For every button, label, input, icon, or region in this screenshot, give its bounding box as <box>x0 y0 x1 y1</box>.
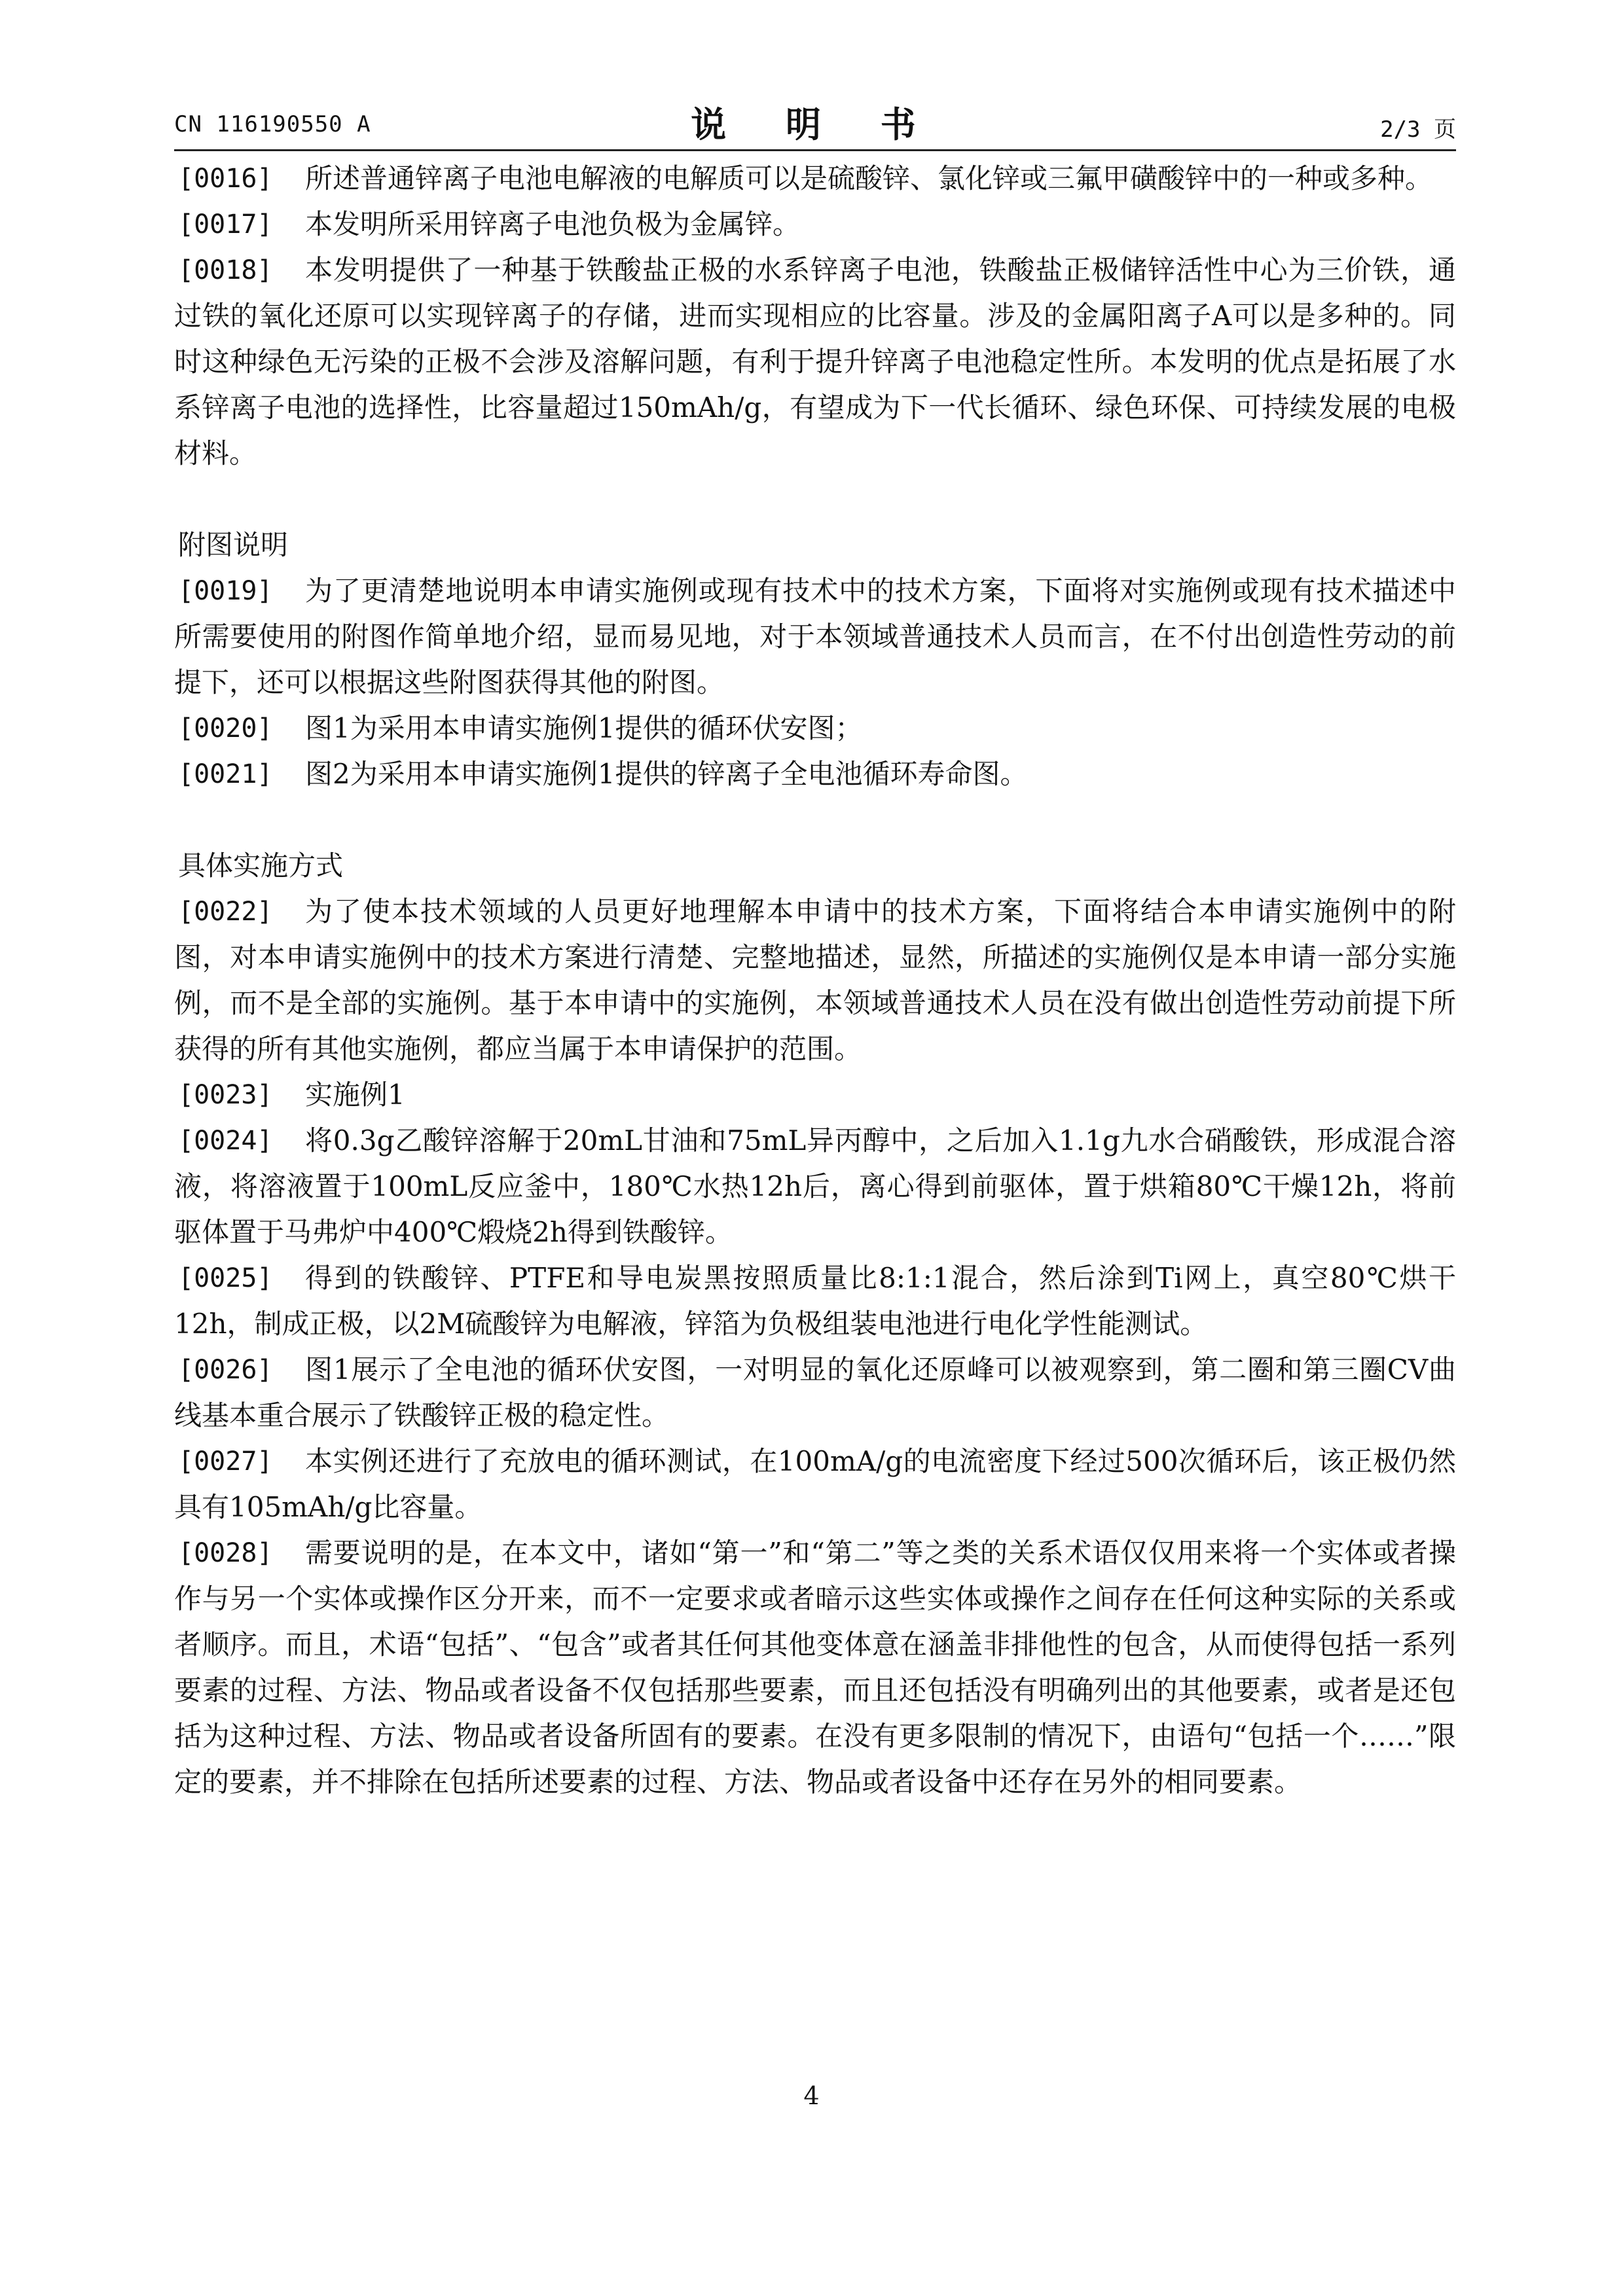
paragraph <box>174 1530 1456 1805</box>
paragraph-text: 图2为采用本申请实施例1提供的锌离子全电池循环寿命图。 <box>305 758 1028 790</box>
section-gap <box>174 797 1456 843</box>
paragraph-number: [0016] <box>178 164 273 194</box>
paragraph <box>174 1255 1456 1347</box>
document-title: 说 明 书 <box>691 104 939 145</box>
paragraph <box>174 156 1456 202</box>
page-number: 4 <box>803 2081 820 2110</box>
document-body <box>174 156 1456 1805</box>
paragraph-number: [0027] <box>178 1446 273 1477</box>
paragraph-text: 所述普通锌离子电池电解液的电解质可以是硫酸锌、氯化锌或三氟甲磺酸锌中的一种或多种。 <box>305 162 1433 194</box>
paragraph-number: [0028] <box>178 1538 273 1568</box>
paragraph <box>174 1072 1456 1118</box>
paragraph-text: 需要说明的是，在本文中，诸如“第一”和“第二”等之类的关系术语仅仅用来将一个实体或者操作与另一个实体或操作区分开来，而不一定要求或者暗示这些实体或操作之间存在任何这种实际的关系或者顺序。而且，术语“包括”、“包含”或者其任何其他变体意在涵盖非排他性的包含，从而使得包括一系列要素的过程、方法、物品或者设备不仅包括那些要素，而且还包括没有明确列出的其他要素，或者是还包括为这种过程、方法、物品或者设备所固有的要素。在没有更多限制的情况下，由语句“包括一个……”限定的要素，并不排除在包括所述要素的过程、方法、物品或者设备中还存在另外的相同要素。 <box>174 1537 1456 1798</box>
header-rule <box>174 149 1456 151</box>
paragraph-number: [0019] <box>178 576 273 606</box>
paragraph-number: [0026] <box>178 1355 273 1385</box>
paragraph-group-figures <box>174 568 1456 797</box>
paragraph-group-embodiments <box>174 889 1456 1805</box>
paragraph-number: [0022] <box>178 897 273 927</box>
paragraph-text: 本发明所采用锌离子电池负极为金属锌。 <box>305 208 801 240</box>
paragraph <box>174 568 1456 706</box>
paragraph-text: 本发明提供了一种基于铁酸盐正极的水系锌离子电池，铁酸盐正极储锌活性中心为三价铁，通过铁的氧化还原可以实现锌离子的存储，进而实现相应的比容量。涉及的金属阳离子A可以是多种的。同时这种绿色无污染的正极不会涉及溶解问题，有利于提升锌离子电池稳定性所。本发明的优点是拓展了水系锌离子电池的选择性，比容量超过150mAh/g，有望成为下一代长循环、绿色环保、可持续发展的电极材料。 <box>174 254 1456 469</box>
publication-number: CN 116190550 A <box>174 111 371 137</box>
paragraph <box>174 1439 1456 1530</box>
paragraph-text: 图1为采用本申请实施例1提供的循环伏安图； <box>305 712 863 744</box>
paragraph <box>174 889 1456 1072</box>
page-header <box>174 97 1456 149</box>
paragraph-number: [0023] <box>178 1080 273 1110</box>
paragraph-number: [0025] <box>178 1263 273 1293</box>
paragraph-text: 实施例1 <box>305 1079 405 1111</box>
paragraph-text: 图1展示了全电池的循环伏安图，一对明显的氧化还原峰可以被观察到，第二圈和第三圈CV曲线基本重合展示了铁酸锌正极的稳定性。 <box>174 1354 1456 1431</box>
paragraph <box>174 706 1456 751</box>
paragraph-number: [0017] <box>178 209 273 240</box>
paragraph-text: 为了更清楚地说明本申请实施例或现有技术中的技术方案，下面将对实施例或现有技术描述中所需要使用的附图作简单地介绍，显而易见地，对于本领域普通技术人员而言，在不付出创造性劳动的前提下，还可以根据这些附图获得其他的附图。 <box>174 575 1456 698</box>
paragraph-text: 得到的铁酸锌、PTFE和导电炭黑按照质量比8:1:1混合，然后涂到Ti网上，真空80℃烘干12h，制成正极，以2M硫酸锌为电解液，锌箔为负极组装电池进行电化学性能测试。 <box>174 1262 1456 1340</box>
paragraph <box>174 1118 1456 1255</box>
paragraph-text: 将0.3g乙酸锌溶解于20mL甘油和75mL异丙醇中，之后加入1.1g九水合硝酸铁，形成混合溶液，将溶液置于100mL反应釜中，180℃水热12h后，离心得到前驱体，置于烘箱80℃干燥12h，将前驱体置于马弗炉中400℃煅烧2h得到铁酸锌。 <box>174 1124 1456 1248</box>
paragraph-text: 为了使本技术领域的人员更好地理解本申请中的技术方案，下面将结合本申请实施例中的附图，对本申请实施例中的技术方案进行清楚、完整地描述，显然，所描述的实施例仅是本申请一部分实施例，而不是全部的实施例。基于本申请中的实施例，本领域普通技术人员在没有做出创造性劳动前提下所获得的所有其他实施例，都应当属于本申请保护的范围。 <box>174 895 1456 1065</box>
paragraph-text: 本实例还进行了充放电的循环测试，在100mA/g的电流密度下经过500次循环后，该正极仍然具有105mAh/g比容量。 <box>174 1445 1456 1523</box>
paragraph <box>174 247 1456 476</box>
section-heading-embodiments: 具体实施方式 <box>178 850 344 882</box>
paragraph-group-summary <box>174 156 1456 476</box>
paragraph-number: [0024] <box>178 1126 273 1156</box>
section-heading-figures: 附图说明 <box>178 529 289 561</box>
paragraph <box>174 202 1456 247</box>
section-gap <box>174 476 1456 522</box>
paragraph-number: [0020] <box>178 713 273 744</box>
paragraph-number: [0021] <box>178 759 273 789</box>
paragraph-number: [0018] <box>178 255 273 285</box>
page-indicator: 2/3 页 <box>1380 117 1456 143</box>
paragraph <box>174 751 1456 797</box>
paragraph <box>174 1347 1456 1439</box>
